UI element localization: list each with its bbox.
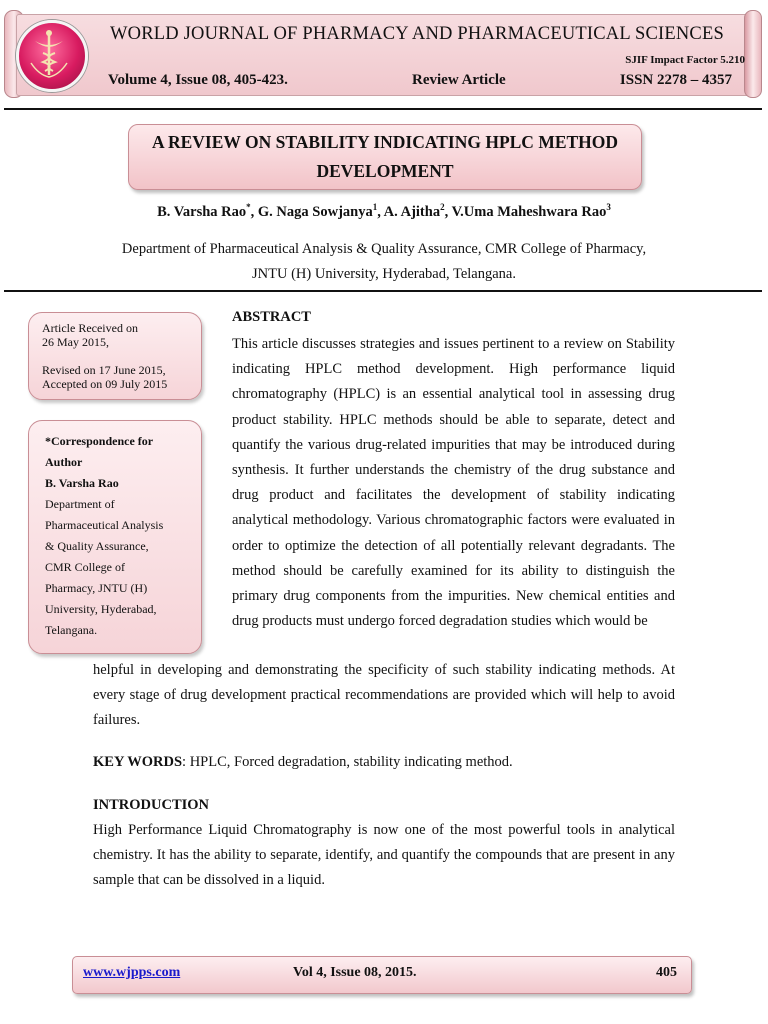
journal-name: WORLD JOURNAL OF PHARMACY AND PHARMACEUTICAL SCIENCES bbox=[110, 24, 724, 44]
correspondence-line: Telangana. bbox=[45, 623, 98, 637]
impact-factor: SJIF Impact Factor 5.210 bbox=[625, 54, 745, 66]
received-label: Article Received on bbox=[42, 321, 138, 335]
page-footer bbox=[72, 956, 692, 994]
correspondence-heading: *Correspondence for bbox=[45, 434, 154, 448]
author-name: G. Naga Sowjanya bbox=[257, 203, 373, 220]
author-mark: 3 bbox=[606, 202, 611, 212]
volume-pages: Volume 4, Issue 08, 405-423. bbox=[108, 72, 288, 88]
author-name: V.Uma Maheshwara Rao bbox=[451, 203, 607, 220]
author-mark: * bbox=[246, 202, 251, 212]
abstract-heading: ABSTRACT bbox=[232, 309, 311, 325]
article-title-line1: A REVIEW ON STABILITY INDICATING HPLC METHOD bbox=[151, 132, 619, 152]
article-type: Review Article bbox=[412, 72, 506, 88]
article-title-line2: DEVELOPMENT bbox=[316, 161, 454, 181]
affiliation-line1: Department of Pharmaceutical Analysis & Quality Assurance, CMR College of Pharmacy, bbox=[121, 241, 647, 257]
keywords-label: KEY WORDS bbox=[93, 754, 183, 770]
author-list: B. Varsha Rao*, G. Naga Sowjanya$^1$, A. Ajitha$^2$, V.Uma Maheshwara Rao$^3$ bbox=[157, 202, 611, 220]
correspondence-line: Department of bbox=[45, 497, 115, 511]
author-name: B. Varsha Rao bbox=[157, 203, 247, 220]
keywords-text: : HPLC, Forced degradation, stability indicating method. bbox=[182, 754, 513, 770]
scroll-roll-right bbox=[744, 10, 762, 98]
journal-header-banner bbox=[4, 6, 762, 98]
abstract-text-continued: helpful in developing and demonstrating the specificity of such stability indicating methods. At every stage of drug development practical recommendations are provided which will help to avoid failures. bbox=[93, 662, 675, 729]
keywords bbox=[93, 754, 513, 771]
header-divider bbox=[4, 108, 762, 110]
correspondence-heading-2: Author bbox=[45, 455, 83, 469]
correspondence-line: CMR College of bbox=[45, 560, 125, 574]
correspondence-name: B. Varsha Rao bbox=[45, 476, 119, 490]
abstract-text: This article discusses strategies and issues pertinent to a review on Stability indicating HPLC method development. High performance liquid chromatography (HPLC) is an essential analytical tool in assessing drug product stability. HPLC methods should be able to separate, detect and quantify the various drug-related impurities that may be introduced during synthesis. It further understands the chemistry of the drug substance and drug product and facilitates the development of stability indicating analytical methodology. Various chromatographic factors were evaluated in order to optimize the detection of all potentially relevant degradants. The method should be carefully examined for its ability to distinguish the primary drug components from the impurities. New chemical entities and drug products must undergo forced degradation studies which would be bbox=[232, 336, 675, 630]
correspondence-box bbox=[28, 420, 202, 654]
author-mark: 2 bbox=[440, 202, 445, 212]
section-divider bbox=[4, 290, 762, 292]
journal-logo-icon bbox=[16, 20, 88, 92]
correspondence-line: & Quality Assurance, bbox=[45, 539, 149, 553]
correspondence-line: Pharmacy, JNTU (H) bbox=[45, 581, 148, 595]
article-dates-box bbox=[28, 312, 202, 400]
introduction-text: High Performance Liquid Chromatography is now one of the most powerful tools in analytical chemistry. It has the ability to separate, identify, and quantify the compounds that are present in any sample that can be dissolved in a liquid. bbox=[93, 822, 675, 889]
revised-date: Revised on 17 June 2015, bbox=[42, 363, 166, 377]
page-number: 405 bbox=[656, 965, 677, 980]
issn: ISSN 2278 – 4357 bbox=[619, 72, 732, 88]
correspondence-line: Pharmaceutical Analysis bbox=[45, 518, 164, 532]
affiliation bbox=[60, 237, 708, 287]
footer-issue: Vol 4, Issue 08, 2015. bbox=[293, 965, 417, 980]
introduction-heading: INTRODUCTION bbox=[93, 797, 210, 813]
author-mark: 1 bbox=[372, 202, 378, 212]
article-title-box bbox=[128, 124, 642, 190]
accepted-date: Accepted on 09 July 2015 bbox=[42, 377, 168, 391]
affiliation-line2: JNTU (H) University, Hyderabad, Telangana. bbox=[252, 266, 516, 282]
correspondence-line: University, Hyderabad, bbox=[45, 602, 157, 616]
journal-website-link[interactable]: www.wjpps.com bbox=[83, 965, 181, 980]
received-date: 26 May 2015, bbox=[42, 335, 109, 349]
author-name: A. Ajitha bbox=[383, 203, 441, 220]
